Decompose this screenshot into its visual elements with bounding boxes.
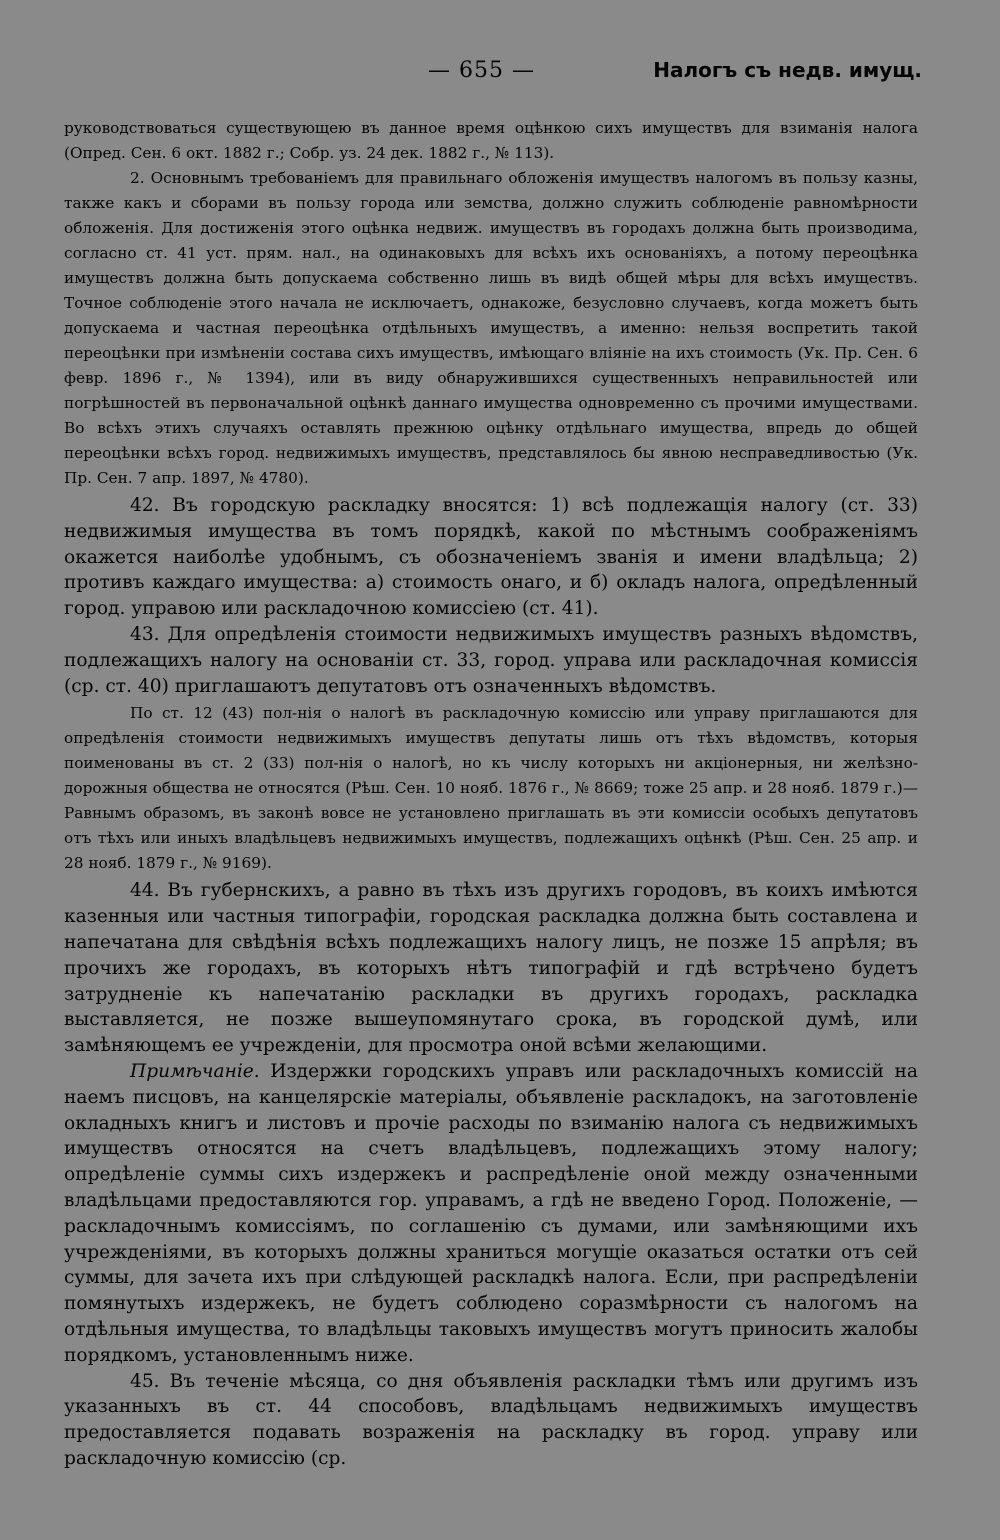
paragraph-remark — [64, 1059, 918, 1369]
page-number: — 655 — — [428, 58, 535, 83]
paragraph-article-42: 42. Въ городскую раскладку вносятся: 1) всѣ подлежащія налогу (ст. 33) недвижимыя имущества въ томъ порядкѣ, какой по мѣстнымъ соображеніямъ окажется наиболѣе удобнымъ, съ обозначеніемъ званія и имени владѣльца; 2) противъ каждаго имущества: а) стоимость онаго, и б) окладъ налога, опредѣленный город. управою или раскладочною комиссіею (ст. 41). — [64, 495, 918, 620]
paragraph-note-2: 2. Основнымъ требованіемъ для правильнаго обложенія имуществъ налогомъ въ пользу казны, также какъ и сборами въ пользу города или земства, должно служить соблюденіе равномѣрности обложенія. Для достиженія этого оцѣнка недвиж. имуществъ въ городахъ должна быть производима, согласно ст. 41 уст. прям. нал., на одинаковыхъ для всѣхъ ихъ основаніяхъ, а потому переоцѣнка имуществъ должна быть допускаема собственно лишь въ видѣ общей мѣры для всѣхъ имуществъ. Точное соблюденіе этого начала не исключаетъ, однакоже, безусловно случаевъ, когда можетъ быть допускаема и частная переоцѣнка отдѣльныхъ имуществъ, а именно: нельзя воспретить такой переоцѣнки при измѣненіи состава сихъ имуществъ, имѣющаго вліяніе на ихъ стоимость (Ук. Пр. Сен. 6 февр. 1896 г., № 1394), или въ виду обнаружившихся существенныхъ неправильностей или погрѣшностей въ первоначальной оцѣнкѣ даннаго имущества одновременно съ прочими имуществами. Во всѣхъ этихъ случаяхъ оставлять прежнюю оцѣнку отдѣльнаго имущества, впредь до общей переоцѣнки всѣхъ город. недвижимыхъ имуществъ, представлялось бы явною несправедливостью (Ук. Пр. Сен. 7 апр. 1897, № 4780). — [64, 169, 918, 487]
page-header — [0, 58, 1000, 90]
paragraph-article-45: 45. Въ теченіе мѣсяца, со дня объявленія раскладки тѣмъ или другимъ изъ указанныхъ въ ст. 44 способовъ, владѣльцамъ недвижимыхъ имуществъ предоставляется подавать возраженія на раскладку въ город. управу или раскладочную комиссію (ср. — [64, 1370, 918, 1469]
running-head: Налогъ съ недв. имущ. — [653, 58, 922, 82]
remark-label: Примѣчаніе. — [130, 1060, 260, 1082]
paragraph-commentary-43: По ст. 12 (43) пол-нія о налогѣ въ раскладочную комиссію или управу приглашаются для опредѣленія стоимости недвижимыхъ имуществъ депутаты лишь отъ тѣхъ вѣдомствъ, которыя поименованы въ ст. 2 (33) пол-нія о налогѣ, но къ числу которыхъ ни акціонерныя, ни желѣзно-дорожныя общества не относятся (Рѣш. Сен. 10 нояб. 1876 г., № 8669; тоже 25 апр. и 28 нояб. 1879 г.)—Равнымъ образомъ, въ законѣ вовсе не установлено приглашать въ эти комиссіи особыхъ депутатовъ отъ тѣхъ или иныхъ владѣльцевъ недвижимыхъ имуществъ, подлежащихъ оцѣнкѣ (Рѣш. Сен. 25 апр. и 28 нояб. 1879 г., № 9169). — [64, 704, 918, 873]
paragraph-article-43: 43. Для опредѣленія стоимости недвижимыхъ имуществъ разныхъ вѣдомствъ, подлежащихъ налогу на основаніи ст. 33, город. управа или раскладочная комиссія (ср. ст. 40) приглашаютъ депутатовъ отъ означенныхъ вѣдомствъ. — [64, 623, 918, 697]
remark-text: Издержки городскихъ управъ или раскладочныхъ комиссій на наемъ писцовъ, на канцелярскіе матеріалы, объявленіе раскладокъ, на заготовленіе окладныхъ книгъ и листовъ и прочіе расходы по взиманію налога съ недвижимыхъ имуществъ относятся на счетъ владѣльцевъ, подлежащихъ этому налогу; опредѣленіе суммы сихъ издержекъ и распредѣленіе оной между означенными владѣльцами предоставляются гор. управамъ, а гдѣ не введено Город. Положеніе, — раскладочнымъ комиссіямъ, по соглашенію съ думами, или замѣняющими ихъ учрежденіями, въ которыхъ должны храниться могущіе оказаться остатки отъ сей суммы, для зачета ихъ при слѣдующей раскладкѣ налога. Если, при распредѣленіи помянутыхъ издержекъ, не будетъ соблюдено соразмѣрности съ налогомъ на отдѣльныя имущества, то владѣльцы таковыхъ имуществъ могутъ приносить жалобы порядкомъ, установленнымъ ниже. — [64, 1060, 918, 1366]
paragraph-article-44: 44. Въ губернскихъ, а равно въ тѣхъ изъ другихъ городовъ, въ коихъ имѣются казенныя или частныя типографіи, городская раскладка должна быть составлена и напечатана для свѣдѣнія всѣхъ подлежащихъ налогу лицъ, не позже 15 апрѣля; въ прочихъ же городахъ, въ которыхъ нѣтъ типографій и гдѣ встрѣчено будетъ затрудненіе къ напечатанію раскладки въ другихъ городахъ, раскладка выставляется, не позже вышеупомянутаго срока, въ городской думѣ, или замѣняющемъ ее учрежденіи, для просмотра оной всѣми желающими. — [64, 880, 918, 1057]
paragraph-continuation: руководствоваться существующею въ данное время оцѣнкою сихъ имуществъ для взиманія налога (Опред. Сен. 6 окт. 1882 г.; Собр. уз. 24 дек. 1882 г., № 113). — [64, 119, 918, 162]
page-body — [64, 116, 918, 1472]
